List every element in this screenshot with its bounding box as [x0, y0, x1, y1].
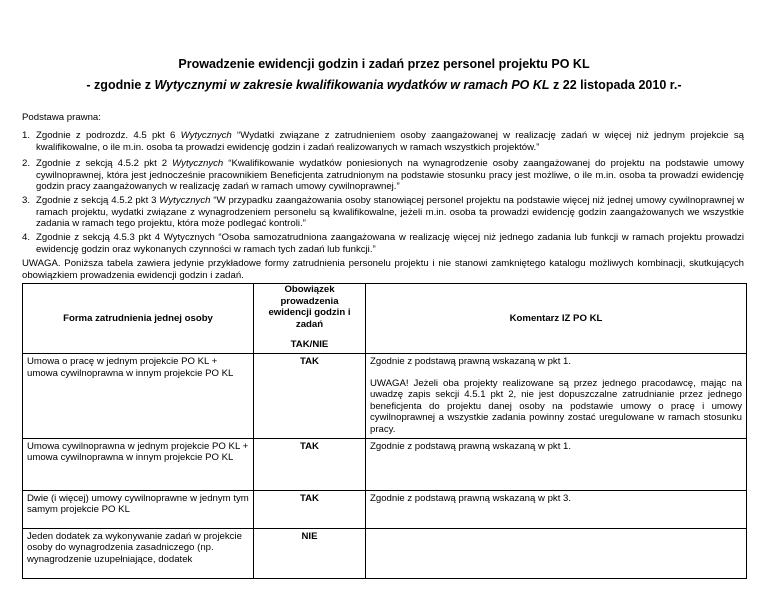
table-row	[23, 438, 747, 490]
cell-obligation: NIE	[254, 528, 366, 578]
table-row	[23, 528, 747, 578]
cell-comment	[366, 353, 747, 438]
cell-form: Jeden dodatek za wykonywanie zadań w projekcie osoby do wynagrodzenia zasadniczego (np. wynagrodzenie uzupełniające, dodatek	[23, 528, 254, 578]
subtitle-pre: - zgodnie z	[86, 78, 155, 92]
header-comment: Komentarz IZ PO KL	[366, 284, 747, 354]
document-subtitle	[0, 78, 768, 92]
table-row	[23, 353, 747, 438]
item-text: Zgodnie z sekcją 4.5.3 pkt 4 Wytycznych “Osoba samozatrudniona zaangażowana w realizację więcej niż jednego zadania lub funkcji w ramach projektu prowadzi ewidencję godzin oraz wykonanych czynności w ramach tych zadań lub funkcji.”	[36, 232, 744, 255]
item-text: Zgodnie z sekcją 4.5.2 pkt 3 Wytycznych “W przypadku zaangażowania osoby stanowiącej personel projektu na podstawie więcej niż jednej umowy cywilnoprawnej w ramach projektu, wydatki związane z wynagrodzeniem personelu są kwalifikowalne, jeżeli m.in. osoba ta prowadzi ewidencję godzin zaangażowanych we wszystkie zadania w ramach tego projektu, która może podlegać kontroli.”	[36, 195, 744, 230]
legal-basis-label: Podstawa prawna:	[22, 112, 101, 123]
header-obligation-label: Obowiązek prowadzenia ewidencji godzin i zadań	[268, 284, 351, 330]
header-obligation-sub: TAK/NIE	[290, 339, 329, 351]
cell-obligation: TAK	[254, 353, 366, 438]
subtitle-post: z 22 listopada 2010 r.-	[549, 78, 682, 92]
legal-basis-item-3	[22, 195, 744, 230]
item-number: 2.	[22, 158, 31, 169]
item-number: 4.	[22, 232, 31, 243]
employment-forms-table	[22, 283, 747, 579]
cell-comment: Zgodnie z podstawą prawną wskazaną w pkt 1.	[366, 438, 747, 490]
item-text: Zgodnie z sekcją 4.5.2 pkt 2 Wytycznych “Kwalifikowanie wydatków poniesionych na wynagrodzenie osoby zaangażowanej do projektu na podstawie umowy cywilnoprawnej, która jest jednocześnie pracownikiem Beneficjenta zatrudnionym na podstawie stosunku pracy jest możliwe, o ile m.in. osoba ta prowadzi ewidencję godzin pracy zaangażowanych w realizację zadań w ramach umowy cywilnoprawnej.”	[36, 158, 744, 193]
table-row	[23, 490, 747, 528]
legal-basis-item-2	[22, 158, 744, 193]
cell-obligation: TAK	[254, 438, 366, 490]
item-number: 1.	[22, 130, 31, 141]
table-note: UWAGA. Poniższa tabela zawiera jedynie przykładowe formy zatrudnienia personelu projektu i nie stanowi zamkniętego katalogu możliwych kombinacji, skutkujących obowiązkiem prowadzenia ewidencji godzin i zadań.	[22, 258, 744, 281]
item-number: 3.	[22, 195, 31, 206]
header-obligation	[254, 284, 366, 354]
header-form: Forma zatrudnienia jednej osoby	[23, 284, 254, 354]
cell-obligation: TAK	[254, 490, 366, 528]
cell-form: Umowa cywilnoprawna w jednym projekcie PO KL + umowa cywilnoprawna w innym projekcie PO KL	[23, 438, 254, 490]
legal-basis-item-1	[22, 130, 744, 153]
cell-form: Umowa o pracę w jednym projekcie PO KL + umowa cywilnoprawna w innym projekcie PO KL	[23, 353, 254, 438]
comment-main: Zgodnie z podstawą prawną wskazaną w pkt 1.	[370, 355, 572, 367]
cell-comment: Zgodnie z podstawą prawną wskazaną w pkt 3.	[366, 490, 747, 528]
comment-warning: UWAGA! Jeżeli oba projekty realizowane są przez jednego pracodawcę, mając na uwadzę zapis sekcji 4.5.1 pkt 2, nie jest dopuszczalne zatrudnianie przez jednego beneficjenta do projektu danej osoby na podstawie umowy o pracę i umowy cywilnoprawnej a wszystkie zadania powinny zostać uregulowane w ramach stosunku pracy.	[370, 377, 742, 435]
subtitle-italic: Wytycznymi w zakresie kwalifikowania wydatków w ramach PO KL	[154, 78, 550, 92]
cell-form: Dwie (i więcej) umowy cywilnoprawne w jednym tym samym projekcie PO KL	[23, 490, 254, 528]
table-header-row	[23, 284, 747, 354]
cell-comment	[366, 528, 747, 578]
legal-basis-item-4	[22, 232, 744, 255]
document-title: Prowadzenie ewidencji godzin i zadań przez personel projektu PO KL	[178, 57, 590, 71]
item-text: Zgodnie z podrozdz. 4.5 pkt 6 Wytycznych “Wydatki związane z zatrudnieniem osoby zaangażowanej w realizację zadań w więcej niż jednym projekcie są kwalifikowalne, o ile m.in. osoba ta prowadzi ewidencję godzin i zadań realizowanych w ramach wszystkich projektów.”	[36, 130, 745, 153]
